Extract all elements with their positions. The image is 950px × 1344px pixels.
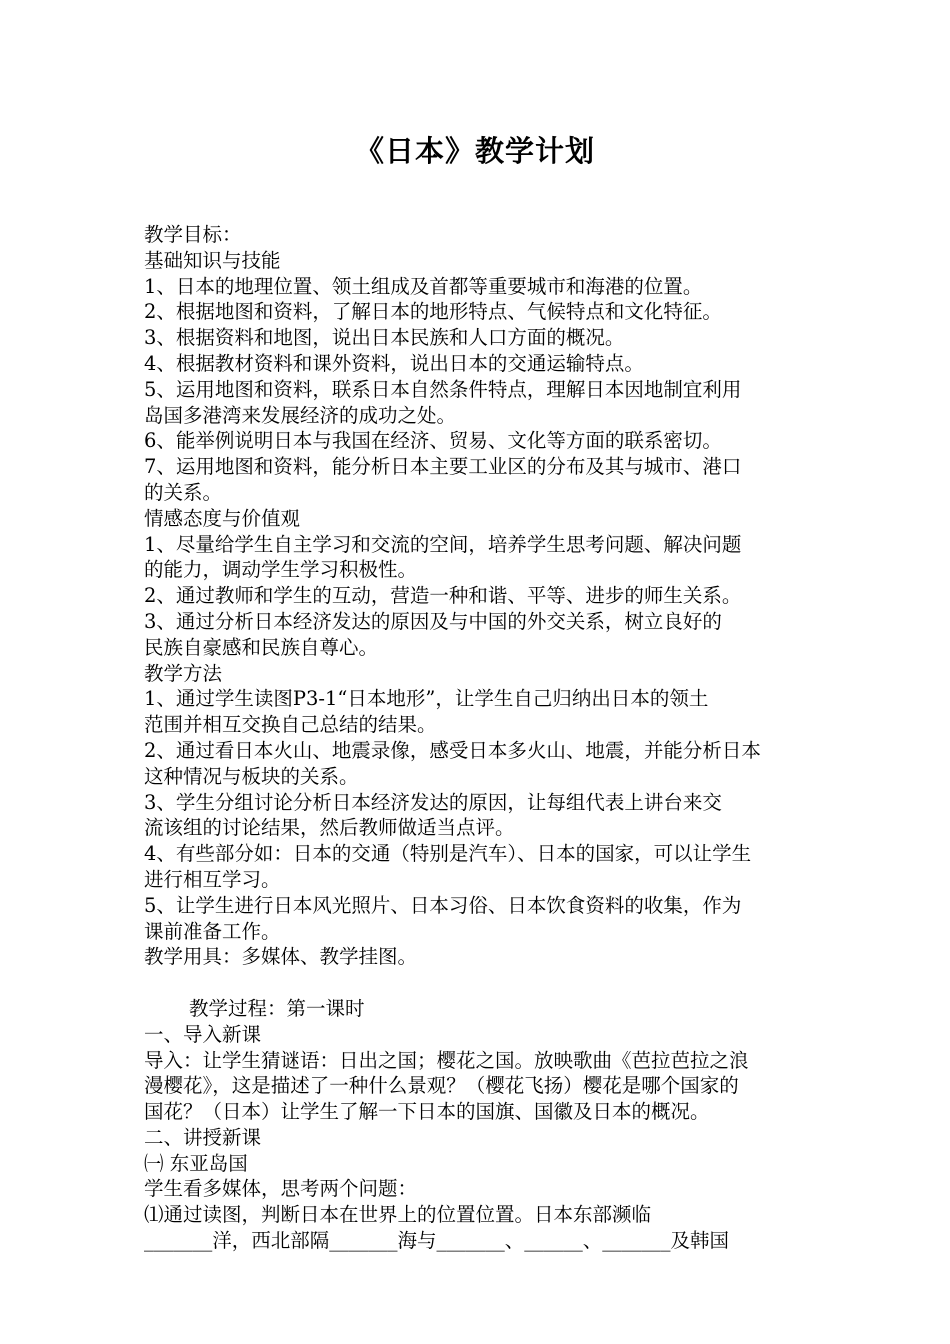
- body-line: 课前准备工作。: [144, 919, 281, 943]
- body-line: 5、运用地图和资料，联系日本自然条件特点，理解日本因地制宜利用: [144, 377, 742, 401]
- section-heading: ㈠ 东亚岛国: [144, 1151, 248, 1175]
- body-line: 岛国多港湾来发展经济的成功之处。: [144, 403, 457, 427]
- body-line: 6、能举例说明日本与我国在经济、贸易、文化等方面的联系密切。: [144, 429, 722, 453]
- body-line: 流该组的讨论结果，然后教师做适当点评。: [144, 816, 515, 840]
- body-line: 1、日本的地理位置、领土组成及首都等重要城市和海港的位置。: [144, 274, 703, 298]
- section-heading: 基础知识与技能: [144, 248, 281, 272]
- body-line: 的能力，调动学生学习积极性。: [144, 558, 418, 582]
- body-line: 2、通过看日本火山、地震录像，感受日本多火山、地震，并能分析日本: [144, 738, 761, 762]
- body-line: 学生看多媒体，思考两个问题：: [144, 1177, 418, 1201]
- body-line: 3、根据资料和地图，说出日本民族和人口方面的概况。: [144, 326, 625, 350]
- body-line: 1、尽量给学生自主学习和交流的空间，培养学生思考问题、解决问题: [144, 532, 742, 556]
- body-line: 4、有些部分如：日本的交通（特别是汽车）、日本的国家，可以让学生: [144, 842, 752, 866]
- body-line: 民族自豪感和民族自尊心。: [144, 635, 379, 659]
- section-heading: 教学方法: [144, 661, 223, 685]
- body-line: 2、根据地图和资料，了解日本的地形特点、气候特点和文化特征。: [144, 300, 722, 324]
- document-title: 《日本》教学计划: [354, 134, 595, 168]
- body-line: 导入：让学生猜谜语：日出之国；樱花之国。放映歌曲《芭拉芭拉之浪: [144, 1048, 749, 1072]
- body-line: 5、让学生进行日本风光照片、日本习俗、日本饮食资料的收集，作为: [144, 893, 742, 917]
- body-line: 进行相互学习。: [144, 867, 281, 891]
- body-line: 范围并相互交换自己总结的结果。: [144, 713, 437, 737]
- body-line: 3、学生分组讨论分析日本经济发达的原因，让每组代表上讲台来交: [144, 790, 722, 814]
- body-line: 2、通过教师和学生的互动，营造一种和谐、平等、进步的师生关系。: [144, 584, 742, 608]
- body-line: 7、运用地图和资料，能分析日本主要工业区的分布及其与城市、港口: [144, 455, 742, 479]
- body-line: 教学目标：: [144, 223, 242, 246]
- document-body: [144, 222, 814, 1254]
- body-line: 1、通过学生读图P3-1“日本地形”，让学生自己归纳出日本的领土: [144, 687, 709, 711]
- body-line: 的关系。: [144, 480, 223, 504]
- body-line: ⑴通过读图，判断日本在世界上的位置位置。日本东部濒临: [144, 1203, 652, 1227]
- body-line: 4、根据教材资料和课外资料，说出日本的交通运输特点。: [144, 351, 644, 375]
- section-heading: 情感态度与价值观: [144, 506, 301, 530]
- body-line: _______洋，西北部隔_______海与_______、______、_______及韩国: [144, 1229, 730, 1253]
- blank-line: [144, 970, 814, 996]
- section-heading: 一、导入新课: [144, 1022, 262, 1046]
- body-line: 这种情况与板块的关系。: [144, 764, 359, 788]
- body-line: 漫樱花》，这是描述了一种什么景观？（樱花飞扬）樱花是哪个国家的: [144, 1074, 739, 1098]
- body-line: 3、通过分析日本经济发达的原因及与中国的外交关系，树立良好的: [144, 609, 722, 633]
- section-heading: 二、讲授新课: [144, 1125, 262, 1149]
- body-line: 国花？（日本）让学生了解一下日本的国旗、国徽及日本的概况。: [144, 1100, 710, 1124]
- section-heading: 教学过程：第一课时: [189, 996, 365, 1020]
- body-line: 教学用具：多媒体、教学挂图。: [144, 945, 418, 969]
